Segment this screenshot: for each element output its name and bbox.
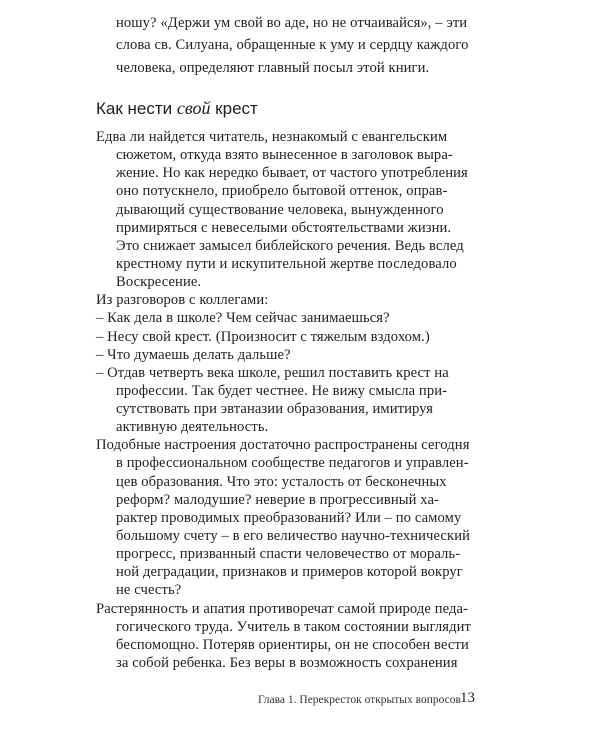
dialogue-line: активную деятельность. [116,419,269,435]
text-line: Из разговоров с коллегами: [96,292,269,308]
text-line: Это снижает замысел библейского речения. Ведь вслед [116,238,464,254]
text-line: дывающий существование человека, вынужденного [116,202,444,218]
text-line: реформ? малодушие? неверие в прогрессивный ха- [116,492,440,508]
heading-text-before: Как нести [96,99,177,118]
text-line: оно потускнело, приобрело бытовой оттенок, оправ- [116,183,448,199]
dialogue-line: профессии. Так будет честнее. Не вижу смысла при- [116,383,448,399]
text-line: гогического труда. Учитель в таком состоянии выглядит [116,619,472,635]
text-line: примиряться с невеселыми обстоятельствами жизни. [116,220,452,236]
text-line: прогресс, призванный спасти человечество от мораль- [116,546,461,562]
text-line: слова св. Силуана, обращенные к уму и сердцу каждого [116,37,469,53]
text-line: Едва ли найдется читатель, незнакомый с евангельским [96,129,448,145]
text-line: большому счету – в его величество научно-технический [116,528,471,544]
dialogue-line: сутствовать при эвтаназии образования, имитируя [116,401,434,417]
running-footer-title: Глава 1. Перекресток открытых вопросов [258,694,461,706]
dialogue-line: – Несу свой крест. (Произносит с тяжелым вздохом.) [96,329,430,345]
text-line: человека, определяют главный посыл этой книги. [116,60,430,76]
text-line: ной деградации, признаков и примеров которой вокруг [116,564,463,580]
heading-text-italic: свой [176,98,211,118]
text-line: Подобные настроения достаточно распространены сегодня [96,437,470,453]
dialogue-line: – Как дела в школе? Чем сейчас занимаешься? [96,310,390,326]
text-line: не счесть? [116,582,182,598]
text-line: в профессиональном сообществе педагогов и управлен- [116,455,469,471]
text-line: за собой ребенка. Без веры в возможность сохранения [116,655,458,671]
text-line: жение. Но как нередко бывает, от частого употребления [116,165,468,181]
text-line: Воскресение. [116,274,202,290]
text-line: ношу? «Держи ум свой во аде, но не отчаивайся», – эти [116,15,468,31]
page-number: 13 [460,690,475,706]
text-line: крестному пути и искупительной жертве последовало [116,256,457,272]
dialogue-line: – Что думаешь делать дальше? [96,347,291,363]
text-line: беспомощно. Потеряв ориентиры, он не способен вести [116,637,469,653]
text-line: цев образования. Что это: усталость от бесконечных [116,474,447,490]
heading-text-after: крест [210,99,258,118]
text-line: рактер проводимых преобразований? Или – по самому [116,510,462,526]
text-line: сюжетом, откуда взято вынесенное в заголовок выра- [116,147,453,163]
dialogue-line: – Отдав четверть века школе, решил поставить крест на [96,365,449,381]
text-line: Растерянность и апатия противоречат самой природе педа- [96,601,469,617]
section-heading [96,97,258,120]
